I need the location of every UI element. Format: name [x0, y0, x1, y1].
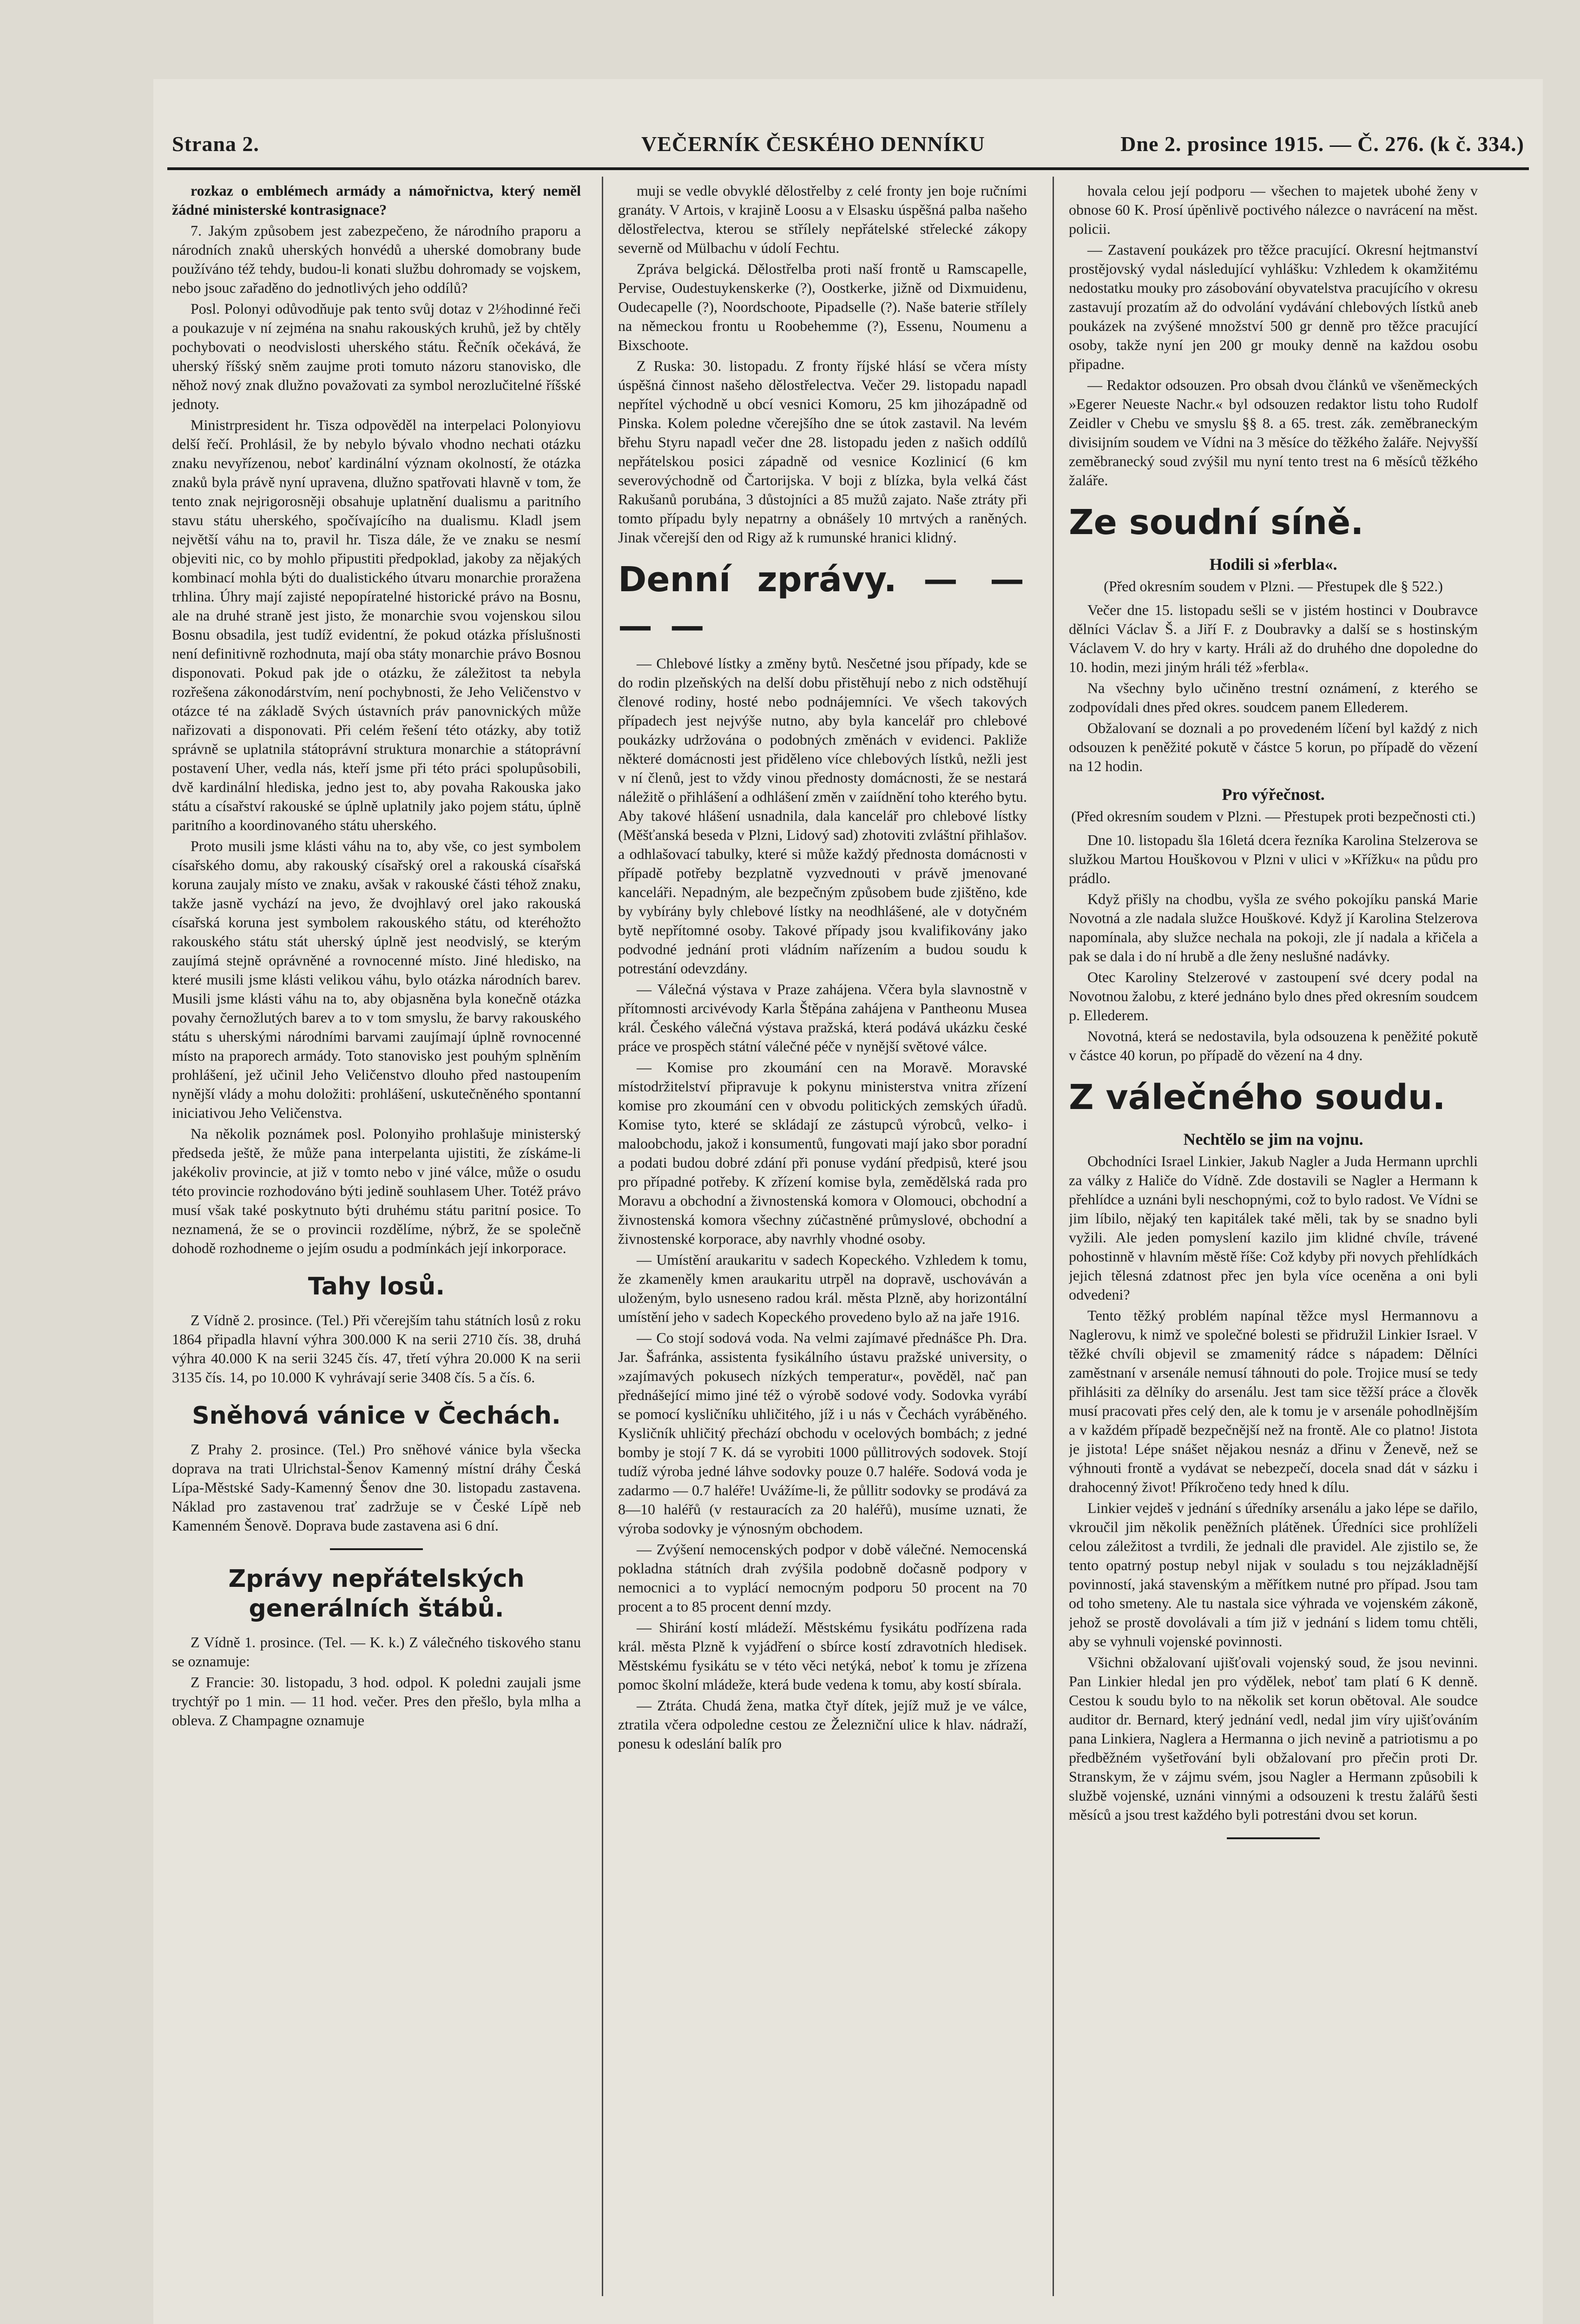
article-paragraph: Proto musili jsme klásti váhu na to, aby vše, co jest symbolem císařského domu, aby rakouský císařský orel a rakouská císařská koruna zaujaly místo ve znaku, avšak v rakouské části téhož znaku, takže jasně vychází na jevo, že dvojhlavý orel jako rakouská císařská koruna jest symbolem rakouského státu, od kteréhožto rakouského státu stát uherský úplně jest neodvislý, se kterým zaujímá stejně oprávněné a rovnocenné místo. Jiné hledisko, na které musili jsme klásti velikou váhu, bylo otázka národních barev. Musili jsme klásti váhu na to, aby objasněna byla konečně otázka povahy černožlutých barev a to v tom smyslu, že barvy rakouského státu s uherskými národními barvami zaujímají úplně rovnocenné místo na praporech armády. Toto stanovisko jest pouhým splněním prohlášení, jež učinil Jeho Veličenstvo dlouho před nastoupením nynější vlády a mohu doložiti: prohlášení, uskutečněného spontanní iniciativou Jeho Veličenstva.: [172, 838, 581, 1121]
article-paragraph: Obchodníci Israel Linkier, Jakub Nagler a Juda Hermann uprchli za války z Haliče do Vídně. Zde dostavili se Nagler a Hermann k přehlídce a uznáni byli neschopnými, což to bylo radost. Ve Vídni se jim líbilo, nějaký ten kapitálek také měli, tak by se snadno byli vyžili. Ale jeden pomyslení kazilo jim klidné chvíle, trávené pohostinně v hlavním městě říše: Což kdyby při novych přehlídkách jejich tělesná zdatnost přec jen byla více oceněna a oni byli odvedeni?: [1069, 1153, 1478, 1303]
article-paragraph: Dne 10. listopadu šla 16letá dcera řezníka Karolina Stelzerova se služkou Martou Houškovou v Plzni v ulici v »Křížku« na půdu pro prádlo.: [1069, 832, 1478, 886]
article-paragraph: — Shirání kostí mládeží. Městskému fysikátu podřízena rada král. města Plzně k vyjádření o sbírce kostí zdravotních hledisek. Městskému fysikátu se v této věci netýká, neboť k tomu je zřízena pomoc školní mládeže, která bude vedena k tomu, aby kostí sbírala.: [618, 1619, 1027, 1693]
article-paragraph: Obžalovaní se doznali a po provedeném líčení byl každý z nich odsouzen k peněžité pokutě v částce 5 korun, po případě do vězení na 12 hodin.: [1069, 720, 1478, 774]
article-subheading: (Před okresním soudem v Plzni. — Přestupek dle § 522.): [1104, 578, 1443, 594]
newspaper-title: VEČERNÍK ČESKÉHO DENNÍKU: [641, 132, 985, 156]
article-paragraph: Zpráva belgická. Dělostřelba proti naší frontě u Ramscapelle, Pervise, Oudestuykenskerke (?), Oostkerke, jižně od Dixmuidenu, Oudecapelle (?), Noordschoote, Pipadselle (?). Naše baterie střílely na německou frontu u Roobehemme (?), Essenu, Noumenu a Bixschoote.: [618, 260, 1027, 353]
article-paragraph: Novotná, která se nedostavila, byla odsouzena k peněžité pokutě v částce 40 korun, po případě do vězení na 4 dny.: [1069, 1028, 1478, 1063]
article-paragraph: — Komise pro zkoumání cen na Moravě. Moravské místodržitelství připravuje k pokynu ministerstva vnitra zřízení komise pro zkoumání cen v obvodu politických zemských úřadů. Komise tyto, které se skládají ze zástupců výrobců, velko- i maloobchodu, jakož i konsumentů, fungovati mají jako sbor poradní a podati budou dobré zdání při ponuse vydání předpisů, které jsou pro případné potřeby. K zřízení komise byla, zemědělská rada pro Moravu a obchodní a živnostenská komora v Olomouci, obchodní a živnostenská komora všechny zúčastněné průmyslové, obchodní a živnostenské korporace, aby navrhly vhodné osoby.: [618, 1059, 1027, 1247]
article-paragraph: Z Vídně 1. prosince. (Tel. — K. k.) Z válečného tiskového stanu se oznamuje:: [172, 1634, 581, 1670]
article-paragraph: Linkier vejdeš v jednání s úředníky arsenálu a jako lépe se dařilo, vkroučil jim několik peněžních plátěnek. Úředníci sice prohlíželi celou záležitost a tvrdili, že jednali dle pravidel. Ale zjistilo se, že tento opatrný postup nebyl nijak v souladu s tou nejzákladnější povinností, jaká stavenským a měřítkem nutné pro případ. Jsou tam od toho smeteny. Ale tu nastala sice výhrada ve vojenském zákoně, jehož se prostě dovolávali a tím již v jednání s lidem tomu chtěli, aby se vyhnuli vojenské povinnosti.: [1069, 1499, 1478, 1650]
section-heading-text: Denní zprávy.: [618, 560, 897, 600]
article-paragraph: Ministrpresident hr. Tisza odpověděl na interpelaci Polonyiovu delší řečí. Prohlásil, že by nebylo bývalo vhodno nechati otázku znaku nevyřízenou, neboť kardinální význam okolností, že otázka znaků byla právě nyní upravena, dlužno spatřovati hlavně v tom, že tento znak nejrigorosněji obsahuje uplatnění dualismu a paritního stavu státu uherského, spočívajícího na dualismu. Kladl jsem největší váhu na to, pravil hr. Tisza dále, že ve znaku se nesmí objeviti nic, co by mohlo připustiti předpoklad, jakoby za nějakých kombinací mohla býti do dualistického útvaru monarchie proražena trhlina. Úhry mají zajisté nepopíratelné historické právo na Bosnu, ale na druhé straně jest jisto, že monarchie svou vojenskou silou Bosnu obsadila, jest tudíž evidentní, že pokud otázka příslušnosti není definitivně rozhodnuta, mají oba státy monarchie právo Bosnou disponovati. Pokud pak jde o otázku, že záležitost ta nebyla rozřešena zákonodárstvím, není pochybnosti, že Jeho Veličenstvo v otázce té na základě Svých ústavních práv panovnických může nařizovati a disponovati. Při celém řešení této otázky, aby totiž správně se uplatnila státoprávní struktura monarchie a státoprávní postavení Uher, vedla nás, kteří jsme při této práci spolupůsobili, dvě kardinální hlediska, jedno jest to, aby povaha Rakouska jako státu a císařství rakouské se úplně uplatnily jako pojem státu, úplně paritního a koordinovaného státu uherského.: [172, 416, 581, 833]
column-divider: [1053, 177, 1054, 2296]
page-number: Strana 2.: [172, 132, 259, 156]
article-paragraph: Tento těžký problém napínal těžce mysl Hermannovu a Naglerovu, k nimž ve společné bolesti se přidružil Linkier Israel. V těžké chvíli objevil se zmamenitý rádce s nápadem: Dělníci zaměstnaní v arsenále nemusí táhnouti do pole. Trojice musí se tedy přihlásiti za dělníky do arsenálu. Jest tam sice těžší práce a člověk musí pracovati přes celý den, ale k tomu je v arsenále pohodlnějším a v každém případě bezpečnější než na frontě. Ale co platno! Jistota je jistota! Lépe snášet nějakou nesnáz a dřinu v Ženevě, než se výhnouti frontě a vydávat se nebezpečí, docela snad dát v sázku i drahocenný život! Příkročeno tedy hned k dílu.: [1069, 1307, 1478, 1495]
article-paragraph: Posl. Polonyi odůvodňuje pak tento svůj dotaz v 2½hodinné řeči a poukazuje v ní zejména na snahu rakouských kruhů, jež by chtěly pochybovati o neodvislosti uherského státu. Řečník očekává, že uherský říšský sněm zaujme proti tomuto názoru stanovisko, dle něhož nový znak dlužno považovati za symbol nerozlučitelné říšské jednoty.: [172, 300, 581, 412]
section-heading: Sněhová vánice v Čechách.: [192, 1402, 561, 1430]
article-heading: Pro výřečnost.: [1222, 785, 1325, 804]
article-paragraph: Z Prahy 2. prosince. (Tel.) Pro sněhové vánice byla všecka doprava na trati Ulrichstal-Šenov Kamenný místní dráhy Česká Lípa-Městské Sady-Kamenný Šenov dne 30. listopadu zastavena. Náklad pro zastavenou trať zadržuje se v České Lípě neb Kamenném Šenově. Doprava bude zastavena asi 6 dní.: [172, 1441, 581, 1534]
article-paragraph: — Ztráta. Chudá žena, matka čtyř dítek, jejíž muž je ve válce, ztratila včera odpoledne cestou ze Železniční ulice k hlav. nádraží, ponesu k odeslání balík pro: [618, 1697, 1027, 1752]
article-paragraph: Na několik poznámek posl. Polonyiho prohlašuje ministerský předseda ještě, že může pana interpelanta ujistiti, že získáme-li jakékoliv provincie, at již v tomto nebo v jiné válce, může o osudu této provincie rozhodováno býti jedině souhlasem Uher. Totéž právo musí však také poskytnuto býti druhému státu paritní posice. To neznamená, že se o provincii rozdělíme, nýbrž, že se společně dohodě rozhodneme o jejím osudu a podmínkách její inkorporace.: [172, 1125, 581, 1256]
heading-dashes: — — — —: [618, 560, 1027, 646]
article-paragraph: Na všechny bylo učiněno trestní oznámení, z kterého se zodpovídali dnes před okres. soudcem panem Ellederem.: [1069, 680, 1478, 715]
section-rule: [1227, 1837, 1320, 1839]
section-heading: Zprávy nepřátelských generálních štábů.: [228, 1565, 525, 1623]
article-paragraph: Z Ruska: 30. listopadu. Z fronty říjské hlásí se včera místy úspěšná činnost našeho dělostřelectva. Večer 29. listopadu napadl nepřítel východně u obcí vesnici Komoru, 25 km jihozápadně od Pinska. Kolem poledne včerejšího dne se útok zastavil. Na levém břehu Styru napadl večer dne 28. listopadu jeden z našich oddílů nepřátelskou posici západně od vesnice Kozlinicí (6 km severovýchodně od Čartorijska. V boji z blízka, byla velká část Rakušanů porubána, 3 důstojníci a 85 mužů zajato. Naše ztráty při tomto případu byly nepatrny a obnášely 10 mrtvých a raněných. Jinak včerejší den od Rigy až k rumunské hranici klidný.: [618, 357, 1027, 546]
masthead-rule: [167, 167, 1529, 170]
article-paragraph: Otec Karoliny Stelzerové v zastoupení své dcery podal na Novotnou žalobu, z které jednáno bylo dnes před okresním soudcem p. Ellederem.: [1069, 969, 1478, 1023]
section-heading-daily-news: [618, 556, 1027, 649]
column-divider: [602, 177, 603, 2296]
article-paragraph: Všichni obžalovaní ujišťovali vojenský soud, že jsou nevinni. Pan Linkier hledal jen pro výdělek, neboť tam platí 6 K denně. Cestou k soudu bylo to na několik set korun obětoval. Ale soudce auditor dr. Bernard, který jednání vedl, nedal jim víry ujišťováním pana Linkiera, Naglera a Hermanna o jich nevině a patriotismu a po předběžném vyšetřování byli obžalovaní pro přečin proti Dr. Stranskym, že v zájmu svém, jsou Nagler a Hermann způsobili k službě vojenské, uznáni vinnými a odsouzeni k trestu žalářů šesti měsíců a jsou trest každého byli potrestáni dvou set korun.: [1069, 1654, 1478, 1823]
section-heading: Tahy losů.: [308, 1273, 445, 1301]
masthead: [153, 125, 1543, 163]
column-1: [172, 181, 581, 2301]
article-paragraph: — Válečná výstava v Praze zahájena. Včera byla slavnostně v přítomnosti arcivévody Karla Štěpána zahájena v Pantheonu Musea král. Českého válečná výstava pražská, která podává ukázku české práce ve prospěch státní válečné péče v nynější světové válce.: [618, 981, 1027, 1055]
article-paragraph: 7. Jakým způsobem jest zabezpečeno, že národního praporu a národních znaků uherských honvédů a uherské domobrany bude používáno též tehdy, budou-li konati službu dohromady se vojskem, nebo jsouc zařaděno do jednotlivých jeho oddílů?: [172, 222, 581, 296]
article-paragraph: Z Francie: 30. listopadu, 3 hod. odpol. K poledni zaujali jsme trychtýř po 1 min. — 11 hod. večer. Pres den přešlo, byla mlha a obleva. Z Champagne oznamuje: [172, 1674, 581, 1729]
section-rule: [330, 1548, 423, 1550]
article-paragraph: — Umístění araukaritu v sadech Kopeckého. Vzhledem k tomu, že zkameněly kmen araukaritu utrpěl na dopravě, uschováván a uloženým, bylo usneseno radou král. města Plzně, aby horizontální umístění jeho v sadech Kopeckého provedeno bylo až na jaře 1916.: [618, 1251, 1027, 1325]
section-heading-war-court: Z válečného soudu.: [1069, 1077, 1446, 1117]
column-3: [1069, 181, 1478, 2301]
article-paragraph: muji se vedle obvyklé dělostřelby z celé fronty jen boje ručními granáty. V Artois, v krajině Loosu a v Elsasku úspěšná palba našeho dělostřelectva, kterou se střílely nepřátelské střelecké zákopy severně od Mülbachu v údolí Fechtu.: [618, 182, 1027, 256]
article-paragraph: — Chlebové lístky a změny bytů. Nesčetné jsou případy, kde se do rodin plzeňských na delší dobu přistěhují nebo z nich odstěhují členové rodiny, hosté nebo podnájemníci. Ve všech takových případech jest nejvýše nutno, aby byla kancelář pro chlebové poukázky udržována o podobných změnách v evidenci. Pakliže některé domácnosti jest přiděleno více chlebových lístků, nežli jest v ní členů, jest to vždy vinou přednosty domácnosti, že se nestará náležitě o přihlášení a odhlášení změn v zaiídnění toho kterého bytu. Aby takové hlášení usnadnila, dala kancelář pro chlebové lístky (Měšťanská beseda v Plzni, Lidový sad) zhotoviti zvláštní přihlašov. a odhlašovací tabulky, které si může každý přednosta domácnosti v případě potřeby bezplatně vyzvednouti v právě jmenované kanceláři. Nepadným, ale bezpečným způsobem bude zjištěno, kde by vybírány byly chlebové lístky na neodhlášené, ale v dotyčném bytě nepřítomné osoby. Takové případy jsou kvalifikovány jako podvodné jednání proti vládním nařízením a budou soudu k potrestání odevzdány.: [618, 655, 1027, 977]
article-paragraph: — Co stojí sodová voda. Na velmi zajímavé přednášce Ph. Dra. Jar. Šafránka, assistenta fysikálního ústavu pražské university, o »zajímavých pokusech nízkých temperatur«, pověděl, nač pan přednášející mimo jiné též o výrobě sodové vody. Sodovka vyrábí se pomocí kysličníku uhličitého, jíž i u nás v Čechách vyráběného. Kysličník uhličitý přechází obchodu v ocelových bombách; z jedné bomby je stojí 7 K. dá se vyrobiti 1000 půllitrových sodovek. Stojí tudíž výroba jedné láhve sodovky pouze 0.7 haléře. Sodová voda je zadarmo — 0.7 haléře! Uvážíme-li, že půllitr sodovky se prodává za 8—10 haléřů (v restauracích za 20 haléřů), musíme uznati, že výroba sodovky je výnosným obchodem.: [618, 1329, 1027, 1537]
article-paragraph: — Zastavení poukázek pro těžce pracující. Okresní hejtmanství prostějovský vydal následující vyhlášku: Vzhledem k okamžitému nedostatku mouky pro zásobování obyvatelstva pracujícího v okresu zastavují prozatím až do odvolání vydávání chlebových lístků aneb poukázek na zvýšené množství 500 gr denně pro těžce pracující osoby, takže nyní jen 200 gr mouky denně na každou osobu připadne.: [1069, 241, 1478, 372]
article-paragraph: — Redaktor odsouzen. Pro obsah dvou článků ve všeněmeckých »Egerer Neueste Nachr.« byl odsouzen redaktor listu toho Rudolf Zeidler v Chebu ve smyslu §§ 8. a 65. trest. zák. zeměbraneckým divisijním soudem ve Vídni na 3 měsíce do těžkého žaláře. Nejvyšší zeměbranecký soud zvýšil mu nyní tento trest na 6 měsíců těžkého žaláře.: [1069, 376, 1478, 489]
article-subheading: (Před okresním soudem v Plzni. — Přestupek proti bezpečnosti cti.): [1071, 808, 1476, 825]
article-paragraph: Večer dne 15. listopadu sešli se v jistém hostinci v Doubravce dělníci Václav Š. a Jiří F. z Doubravky a další se s hostinským Václavem V. do hry v karty. Hráli až do druhého dne dopoledne do 10. hodin, mezi jiným hráli též »ferbla«.: [1069, 601, 1478, 675]
article-heading: Nechtělo se jim na vojnu.: [1183, 1130, 1363, 1149]
issue-date: Dne 2. prosince 1915. — Č. 276. (k č. 334.): [1120, 132, 1524, 156]
article-paragraph: hovala celou její podporu — všechen to majetek ubohé ženy v obnose 60 K. Prosí úpěnlivě poctivého nálezce o navrácení na měst. policii.: [1069, 182, 1478, 237]
article-paragraph: Když přišly na chodbu, vyšla ze svého pokojíku panská Marie Novotná a zle nadala služce Houškové. Když jí Karolina Stelzerova napomínala, aby služce nechala na pokoji, zle jí nadala a křičela a pak se dala i do ní hrubě a dle ženy neslušné nadávky.: [1069, 891, 1478, 964]
article-paragraph: — Zvýšení nemocenských podpor v době válečné. Nemocenská pokladna státních drah zvýšila podobně dočasně podpory v nemocnici a to vyplácí nemocným podporu 50 procent na 70 procent a to 85 procent denní mzdy.: [618, 1541, 1027, 1615]
section-heading-court: Ze soudní síně.: [1069, 502, 1364, 542]
article-paragraph: Z Vídně 2. prosince. (Tel.) Při včerejším tahu státních losů z roku 1864 připadla hlavní výhra 300.000 K na serii 2710 čís. 38, druhá výhra 40.000 K na serii 3245 čís. 47, třetí výhra 20.000 K na serii 3135 čís. 14, po 10.000 K vyhrávají serie 3408 čís. 5 a čís. 6.: [172, 1312, 581, 1386]
newspaper-page: [153, 79, 1543, 2324]
article-paragraph: rozkaz o emblémech armády a námořnictva, který neměl žádné ministerské kontrasignace?: [172, 182, 581, 218]
article-heading: Hodili si »ferbla«.: [1209, 555, 1337, 574]
column-2: [618, 181, 1027, 2301]
